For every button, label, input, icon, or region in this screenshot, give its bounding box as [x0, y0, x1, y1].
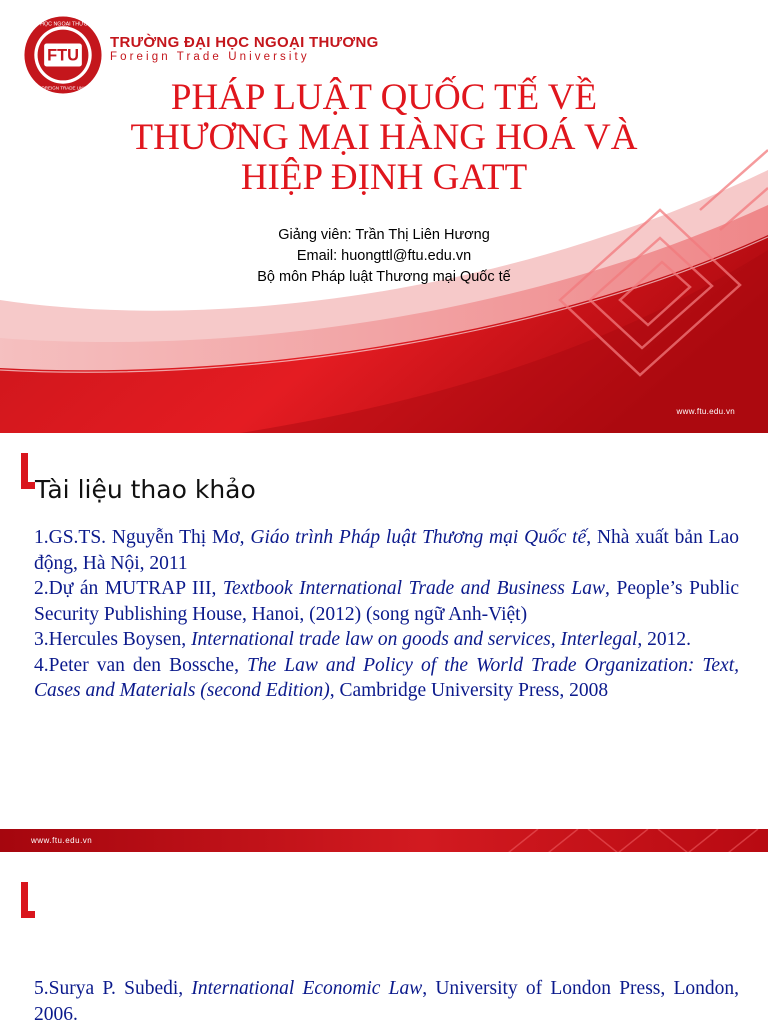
- reference-item: [34, 576, 739, 627]
- lecturer-line: [84, 225, 684, 246]
- reference-list-continued: [34, 976, 739, 1024]
- reference-prefix: 5.Surya P. Subedi,: [34, 978, 192, 999]
- references-slide-continued: [0, 852, 768, 1024]
- reference-item: [34, 525, 739, 576]
- slide-title: [60, 78, 708, 198]
- references-heading: Tài liệu thao khảo: [35, 475, 256, 504]
- reference-title: Textbook International Trade and Business Law: [222, 578, 606, 599]
- reference-title: The Law and Policy of the World Trade Organization: Text, Cases and Materials (second Edition): [34, 654, 739, 701]
- university-name-vn: TRƯỜNG ĐẠI HỌC NGOẠI THƯƠNG: [110, 34, 379, 51]
- footer-pattern-icon: [468, 829, 768, 852]
- corner-bracket-icon: [21, 453, 28, 489]
- reference-prefix: 3.Hercules Boysen,: [34, 629, 192, 650]
- title-slide-background: [0, 0, 768, 433]
- corner-bracket-icon: [21, 882, 28, 918]
- email-label: Email:: [296, 248, 338, 264]
- references-slide: [0, 433, 768, 852]
- footer-website-url: www.ftu.edu.vn: [31, 836, 93, 845]
- title-line-3: HIỆP ĐỊNH GATT: [240, 157, 528, 198]
- reference-title: International trade law on goods and services, Interlegal: [191, 629, 638, 650]
- department: Bộ môn Pháp luật Thương mại Quốc tế: [257, 269, 511, 285]
- logo-ring-text: ĐẠI HỌC NGOẠI THƯƠNG: [29, 21, 97, 28]
- reference-suffix: , Cambridge University Press, 2008: [329, 680, 609, 701]
- reference-item: [34, 976, 739, 1024]
- reference-item: [34, 653, 739, 704]
- reference-item: [34, 627, 739, 653]
- logo-bottom-text: FOREIGN TRADE UNIV: [38, 85, 88, 91]
- reference-suffix: , Nhà xuất bản Lao động, Hà Nội, 2011: [34, 527, 739, 574]
- email-address: huongttl@ftu.edu.vn: [341, 248, 472, 264]
- title-slide: [0, 0, 768, 433]
- lecturer-label: Giảng viên:: [278, 227, 352, 243]
- reference-prefix: 2.Dự án MUTRAP III,: [34, 578, 223, 599]
- reference-title: Giáo trình Pháp luật Thương mại Quốc tế: [250, 527, 587, 548]
- reference-suffix: , 2012.: [637, 629, 691, 650]
- email-line: [84, 246, 684, 267]
- reference-list: [34, 525, 739, 704]
- lecturer-info: [84, 225, 684, 288]
- university-name-en: Foreign Trade University: [110, 51, 310, 63]
- reference-suffix: , University of London Press, London, 2006.: [34, 978, 739, 1024]
- lecturer-name: Trần Thị Liên Hương: [355, 227, 490, 243]
- slide-footer-bar: [0, 829, 768, 852]
- title-line-2: THƯƠNG MẠI HÀNG HOÁ VÀ: [130, 117, 638, 158]
- website-url: www.ftu.edu.vn: [676, 407, 735, 416]
- reference-prefix: 4.Peter van den Bossche,: [34, 654, 247, 676]
- title-line-1: PHÁP LUẬT QUỐC TẾ VỀ: [170, 77, 598, 118]
- logo-initials: FTU: [47, 46, 79, 65]
- reference-prefix: 1.GS.TS. Nguyễn Thị Mơ,: [34, 527, 251, 548]
- reference-suffix: , People’s Public Security Publishing House, Hanoi, (2012) (song ngữ Anh-Việt): [34, 578, 739, 625]
- reference-title: International Economic Law: [191, 978, 423, 999]
